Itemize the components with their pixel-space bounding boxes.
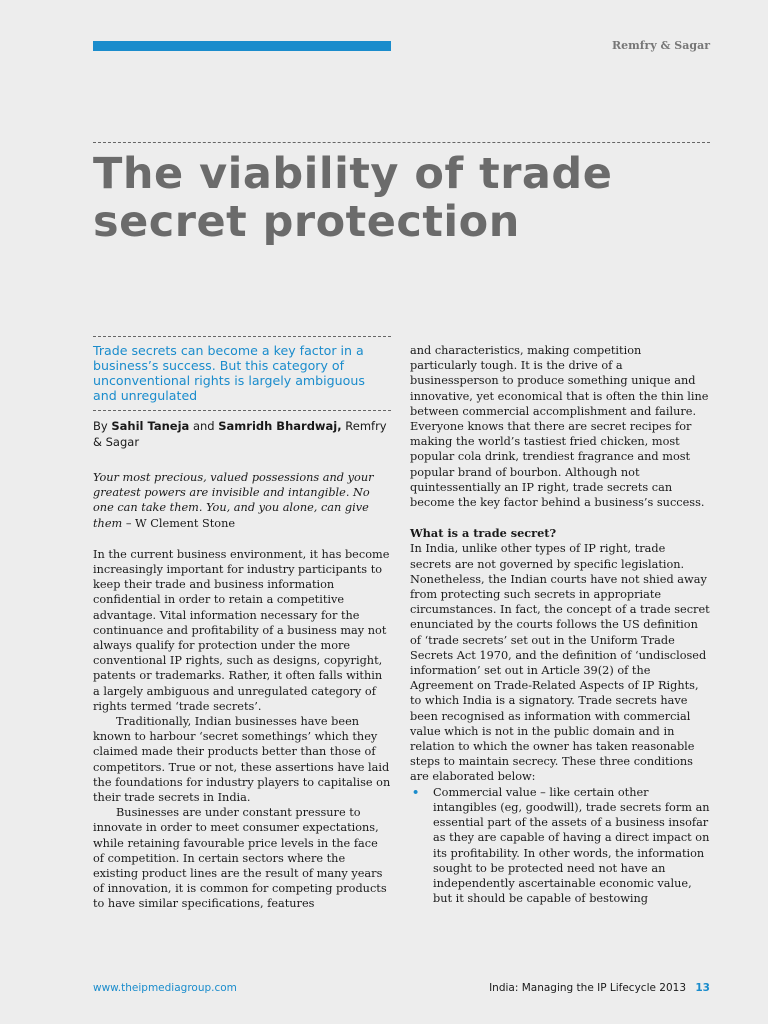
left-paragraph-2: Traditionally, Indian businesses have been known to harbour ‘secret somethings’ which they claimed made their products better than those of competitors. True or not, these assertions have laid the foundations for industry players to capitalise on their trade secrets in India.: [93, 715, 391, 805]
standfirst: Trade secrets can become a key factor in a business’s success. But this category of unconventional rights is largely ambiguous and unregulated: [93, 343, 365, 403]
bullet-icon: •: [412, 784, 420, 799]
subheading-what-is-trade-secret: What is a trade secret?: [410, 526, 557, 541]
byline-by: By: [93, 419, 108, 433]
article-title: The viability of trade secret protection: [93, 149, 613, 247]
left-paragraph-1: In the current business environment, it has become increasingly important for industry participants to keep their trade and business information confidential in order to retain a competitive advantage. Vital information necessary for the continuance and profitability of a business may not always qualify for protection under the more conventional IP rights, such as designs, copyright, patents or trademarks. Rather, it often falls within a largely ambiguous and unregulated category of rights termed ‘trade secrets’.: [93, 547, 390, 713]
epigraph-text: Your most precious, valued possessions and your greatest powers are invisible and intangible. No one can take them. You, and you alone, can give them: [93, 471, 374, 530]
standfirst-bottom-divider: [93, 410, 391, 411]
byline-firm: Remfry & Sagar: [93, 419, 387, 449]
header-accent-bar: [93, 41, 391, 51]
footer-url-link[interactable]: www.theipmediagroup.com: [93, 982, 237, 994]
list-item-text: Commercial value – like certain other intangibles (eg, goodwill), trade secrets form an essential part of the assets of a business insofar as they are capable of having a direct impact on its profitability. In other words, the information sought to be protected need not have an independently ascertainable economic value, but it should be capable of bestowing: [433, 785, 710, 906]
title-divider: [93, 142, 710, 143]
author-2: Samridh Bhardwaj,: [218, 419, 342, 433]
list-item: [410, 785, 710, 907]
left-paragraph-3: Businesses are under constant pressure to innovate in order to meet consumer expectations, while retaining favourable price levels in the face of competition. In certain sectors where the existing product lines are the result of many years of innovation, it is common for competing products to have similar specifications, features: [93, 806, 387, 911]
author-1: Sahil Taneja: [111, 419, 190, 433]
left-column: [93, 336, 391, 912]
byline-and: and: [192, 419, 215, 433]
standfirst-top-divider: [93, 336, 391, 337]
right-paragraph-1: and characteristics, making competition particularly tough. It is the drive of a businessperson to produce something unique and innovative, yet economical that is often the thin line between commercial accomplishment and failure. Everyone knows that there are secret recipes for making the world’s tastiest fried chicken, most popular cola drink, trendiest fragrance and most popular brand of bourbon. Although not quintessentially an IP right, trade secrets can become the key factor behind a business’s success.: [410, 344, 709, 510]
byline: [93, 419, 391, 450]
footer-publication: India: Managing the IP Lifecycle 2013: [489, 982, 686, 994]
right-column: [410, 343, 710, 906]
epigraph: [93, 470, 391, 531]
page-number: 13: [695, 982, 710, 994]
conditions-list: [410, 785, 710, 907]
epigraph-attribution: – W Clement Stone: [125, 516, 236, 530]
running-head: Remfry & Sagar: [612, 39, 710, 52]
right-paragraph-2: In India, unlike other types of IP right, trade secrets are not governed by specific legislation. Nonetheless, the Indian courts have not shied away from protecting such secrets in appropriate circumstances. In fact, the concept of a trade secret enunciated by the courts follows the US definition of ‘trade secrets’ set out in the Uniform Trade Secrets Act 1970, and the definition of ‘undisclosed information’ set out in Article 39(2) of the Agreement on Trade-Related Aspects of IP Rights, to which India is a signatory. Trade secrets have been recognised as information with commercial value which is not in the public domain and in relation to which the owner has taken reasonable steps to maintain secrecy. These three conditions are elaborated below:: [410, 542, 710, 784]
